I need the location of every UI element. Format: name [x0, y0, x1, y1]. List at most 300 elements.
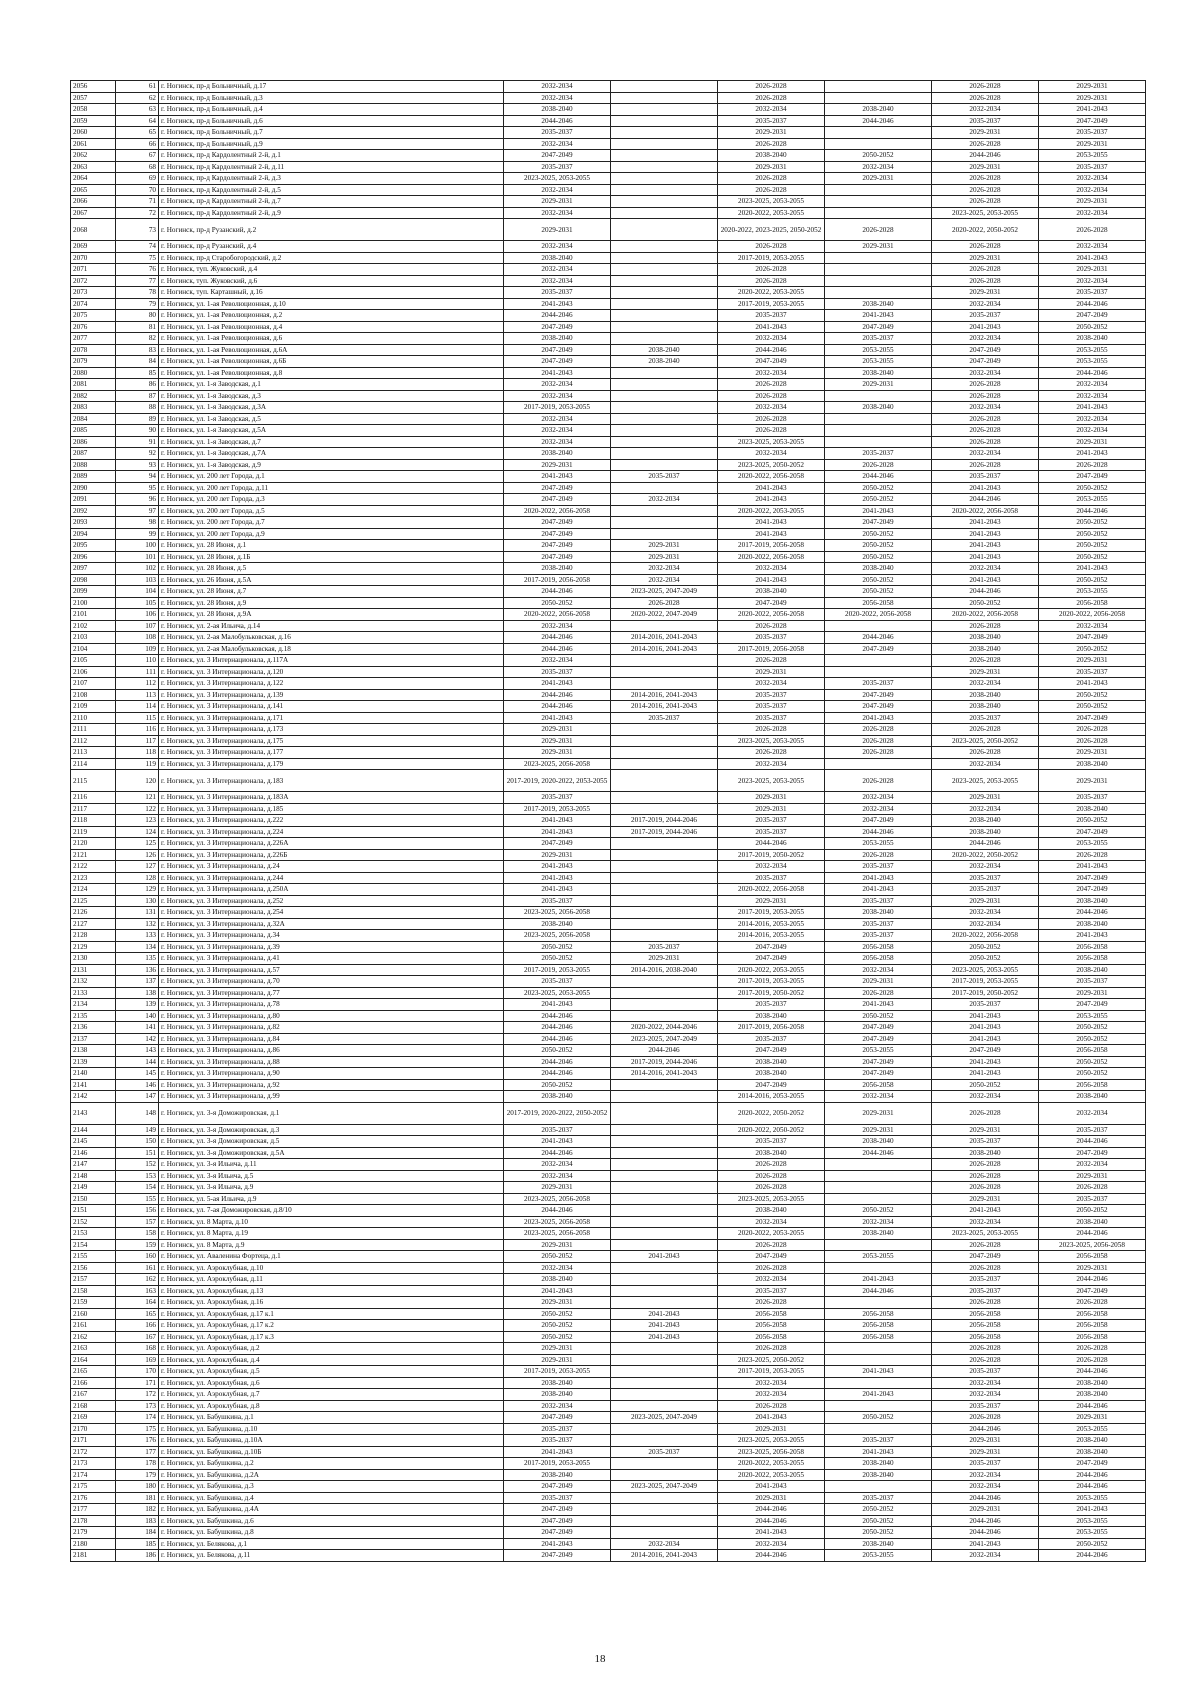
period-col-5-cell: 2038-2040: [932, 1147, 1039, 1159]
period-col-3-cell: 2017-2019, 2053-2055: [718, 298, 825, 310]
period-col-1-cell: 2035-2037: [504, 895, 611, 907]
table-row: [71, 1091, 1146, 1103]
period-col-2-cell: 2014-2016, 2038-2040: [611, 964, 718, 976]
period-col-2-cell: [611, 895, 718, 907]
period-col-3-cell: 2014-2016, 2053-2055: [718, 1091, 825, 1103]
period-col-6-cell: 2032-2034: [1039, 184, 1146, 196]
period-col-3-cell: 2056-2058: [718, 1331, 825, 1343]
item-number-cell: 89: [116, 413, 159, 425]
period-col-2-cell: [611, 482, 718, 494]
row-number-cell: 2139: [71, 1056, 116, 1068]
address-cell: г. Ногинск, пр-д Рузанский, д.2: [159, 219, 504, 241]
item-number-cell: 66: [116, 138, 159, 150]
period-col-3-cell: 2029-2031: [718, 127, 825, 139]
period-col-3-cell: 2044-2046: [718, 1504, 825, 1516]
period-col-1-cell: 2029-2031: [504, 747, 611, 759]
period-col-6-cell: 2050-2052: [1039, 551, 1146, 563]
table-row: [71, 1170, 1146, 1182]
table-row: [71, 976, 1146, 988]
period-col-5-cell: 2029-2031: [932, 161, 1039, 173]
period-col-6-cell: 2041-2043: [1039, 252, 1146, 264]
period-col-3-cell: 2032-2034: [718, 1216, 825, 1228]
address-cell: г. Ногинск, ул. 3 Интернационала, д.183А: [159, 792, 504, 804]
address-cell: г. Ногинск, ул. 200 лет Города, д.3: [159, 494, 504, 506]
period-col-5-cell: 2035-2037: [932, 115, 1039, 127]
row-number-cell: 2065: [71, 184, 116, 196]
row-number-cell: 2107: [71, 678, 116, 690]
row-number-cell: 2164: [71, 1354, 116, 1366]
period-col-1-cell: 2047-2049: [504, 551, 611, 563]
table-row: [71, 1308, 1146, 1320]
period-col-6-cell: 2029-2031: [1039, 138, 1146, 150]
period-col-6-cell: 2050-2052: [1039, 1033, 1146, 1045]
row-number-cell: 2067: [71, 207, 116, 219]
item-number-cell: 123: [116, 815, 159, 827]
item-number-cell: 167: [116, 1331, 159, 1343]
period-col-1-cell: 2017-2019, 2020-2022, 2053-2055: [504, 770, 611, 792]
item-number-cell: 184: [116, 1527, 159, 1539]
item-number-cell: 182: [116, 1504, 159, 1516]
period-col-6-cell: 2056-2058: [1039, 1308, 1146, 1320]
table-row: [71, 643, 1146, 655]
period-col-2-cell: 2032-2034: [611, 563, 718, 575]
item-number-cell: 142: [116, 1033, 159, 1045]
period-col-4-cell: 2029-2031: [825, 379, 932, 391]
table-row: [71, 987, 1146, 999]
table-row: [71, 1366, 1146, 1378]
period-col-1-cell: 2029-2031: [504, 1354, 611, 1366]
item-number-cell: 141: [116, 1022, 159, 1034]
table-row: [71, 390, 1146, 402]
period-col-1-cell: 2041-2043: [504, 298, 611, 310]
address-cell: г. Ногинск, ул. Аэроклубная, д.10: [159, 1262, 504, 1274]
period-col-5-cell: 2029-2031: [932, 1193, 1039, 1205]
period-col-6-cell: 2050-2052: [1039, 1538, 1146, 1550]
address-cell: г. Ногинск, ул. 1-я Заводская, д.5А: [159, 425, 504, 437]
period-col-5-cell: 2041-2043: [932, 540, 1039, 552]
table-row: [71, 735, 1146, 747]
item-number-cell: 127: [116, 861, 159, 873]
period-col-1-cell: 2050-2052: [504, 1251, 611, 1263]
period-col-1-cell: 2044-2046: [504, 1056, 611, 1068]
table-row: [71, 207, 1146, 219]
period-col-4-cell: [825, 287, 932, 299]
period-col-5-cell: 2044-2046: [932, 1527, 1039, 1539]
table-row: [71, 964, 1146, 976]
period-col-4-cell: 2026-2028: [825, 770, 932, 792]
period-col-1-cell: 2041-2043: [504, 1136, 611, 1148]
address-cell: г. Ногинск, ул. 1-ая Революционная, д.6Б: [159, 356, 504, 368]
item-number-cell: 72: [116, 207, 159, 219]
period-col-6-cell: 2029-2031: [1039, 770, 1146, 792]
period-col-5-cell: 2023-2025, 2053-2055: [932, 964, 1039, 976]
row-number-cell: 2090: [71, 482, 116, 494]
period-col-1-cell: 2017-2019, 2053-2055: [504, 803, 611, 815]
address-cell: г. Ногинск, ул. 3 Интернационала, д.177: [159, 747, 504, 759]
period-col-2-cell: [611, 1377, 718, 1389]
address-cell: г. Ногинск, ул. 3 Интернационала, д.250А: [159, 884, 504, 896]
item-number-cell: 93: [116, 459, 159, 471]
row-number-cell: 2060: [71, 127, 116, 139]
item-number-cell: 75: [116, 252, 159, 264]
period-col-4-cell: 2047-2049: [825, 517, 932, 529]
period-col-1-cell: 2044-2046: [504, 632, 611, 644]
item-number-cell: 104: [116, 586, 159, 598]
period-col-3-cell: 2041-2043: [718, 1481, 825, 1493]
period-col-5-cell: 2026-2028: [932, 1239, 1039, 1251]
row-number-cell: 2160: [71, 1308, 116, 1320]
period-col-4-cell: [825, 1193, 932, 1205]
period-col-3-cell: 2026-2028: [718, 425, 825, 437]
period-col-3-cell: 2026-2028: [718, 173, 825, 185]
period-col-2-cell: 2035-2037: [611, 712, 718, 724]
row-number-cell: 2075: [71, 310, 116, 322]
period-col-1-cell: 2044-2046: [504, 1205, 611, 1217]
period-col-4-cell: 2053-2055: [825, 1251, 932, 1263]
item-number-cell: 62: [116, 92, 159, 104]
address-cell: г. Ногинск, ул. Бабушкина, д.4А: [159, 1504, 504, 1516]
period-col-4-cell: 2026-2028: [825, 747, 932, 759]
period-col-5-cell: 2032-2034: [932, 563, 1039, 575]
table-row: [71, 1515, 1146, 1527]
period-col-2-cell: [611, 333, 718, 345]
period-col-6-cell: 2044-2046: [1039, 1550, 1146, 1562]
table-row: [71, 1435, 1146, 1447]
address-cell: г. Ногинск, ул. 3-я Ильича, д.5: [159, 1170, 504, 1182]
period-col-4-cell: 2041-2043: [825, 872, 932, 884]
item-number-cell: 76: [116, 264, 159, 276]
period-col-2-cell: [611, 425, 718, 437]
item-number-cell: 63: [116, 104, 159, 116]
period-col-3-cell: 2047-2049: [718, 597, 825, 609]
address-cell: г. Ногинск, ул. 1-я Заводская, д.5: [159, 413, 504, 425]
period-col-3-cell: 2014-2016, 2053-2055: [718, 930, 825, 942]
row-number-cell: 2130: [71, 953, 116, 965]
period-col-1-cell: 2038-2040: [504, 252, 611, 264]
period-col-5-cell: 2023-2025, 2053-2055: [932, 207, 1039, 219]
period-col-1-cell: 2047-2049: [504, 1481, 611, 1493]
period-col-1-cell: 2032-2034: [504, 275, 611, 287]
period-col-4-cell: 2047-2049: [825, 701, 932, 713]
period-col-1-cell: 2032-2034: [504, 379, 611, 391]
address-cell: г. Ногинск, ул. 3 Интернационала, д.244: [159, 872, 504, 884]
period-col-3-cell: 2032-2034: [718, 861, 825, 873]
period-col-5-cell: 2029-2031: [932, 666, 1039, 678]
period-col-6-cell: 2038-2040: [1039, 1216, 1146, 1228]
address-cell: г. Ногинск, пр-д Кардолентный 2-й, д.9: [159, 207, 504, 219]
period-col-6-cell: 2047-2049: [1039, 632, 1146, 644]
period-col-2-cell: [611, 976, 718, 988]
period-col-2-cell: [611, 849, 718, 861]
address-cell: г. Ногинск, ул. 3 Интернационала, д.171: [159, 712, 504, 724]
address-cell: г. Ногинск, ул. Бабушкина, д.6: [159, 1515, 504, 1527]
row-number-cell: 2141: [71, 1079, 116, 1091]
period-col-5-cell: 2032-2034: [932, 678, 1039, 690]
period-col-2-cell: 2020-2022, 2047-2049: [611, 609, 718, 621]
period-col-6-cell: 2029-2031: [1039, 81, 1146, 93]
period-col-1-cell: 2029-2031: [504, 219, 611, 241]
period-col-5-cell: 2023-2025, 2050-2052: [932, 735, 1039, 747]
period-col-4-cell: 2026-2028: [825, 724, 932, 736]
item-number-cell: 133: [116, 930, 159, 942]
item-number-cell: 153: [116, 1170, 159, 1182]
period-col-6-cell: 2053-2055: [1039, 1423, 1146, 1435]
period-col-1-cell: 2044-2046: [504, 1033, 611, 1045]
table-row: [71, 505, 1146, 517]
period-col-6-cell: 2050-2052: [1039, 1068, 1146, 1080]
row-number-cell: 2109: [71, 701, 116, 713]
period-col-6-cell: 2032-2034: [1039, 173, 1146, 185]
period-col-3-cell: 2041-2043: [718, 494, 825, 506]
row-number-cell: 2156: [71, 1262, 116, 1274]
period-col-5-cell: 2041-2043: [932, 551, 1039, 563]
address-cell: г. Ногинск, ул. 3 Интернационала, д.99: [159, 1091, 504, 1103]
period-col-3-cell: 2029-2031: [718, 803, 825, 815]
address-cell: г. Ногинск, ул. 28 Июня, д.1Б: [159, 551, 504, 563]
period-col-1-cell: 2041-2043: [504, 1538, 611, 1550]
row-number-cell: 2093: [71, 517, 116, 529]
address-cell: г. Ногинск, ул. Аэроклубная, д.13: [159, 1285, 504, 1297]
table-row: [71, 1320, 1146, 1332]
table-row: [71, 275, 1146, 287]
period-col-3-cell: 2038-2040: [718, 1010, 825, 1022]
period-col-2-cell: [611, 655, 718, 667]
period-col-4-cell: 2026-2028: [825, 219, 932, 241]
period-col-2-cell: 2023-2025, 2047-2049: [611, 586, 718, 598]
period-col-3-cell: 2032-2034: [718, 563, 825, 575]
address-cell: г. Ногинск, ул. 3 Интернационала, д.222: [159, 815, 504, 827]
period-col-1-cell: 2044-2046: [504, 310, 611, 322]
table-row: [71, 1262, 1146, 1274]
period-col-4-cell: 2050-2052: [825, 494, 932, 506]
address-cell: г. Ногинск, ул. 3 Интернационала, д.254: [159, 907, 504, 919]
period-col-6-cell: 2050-2052: [1039, 528, 1146, 540]
period-col-3-cell: 2026-2028: [718, 241, 825, 253]
table-row: [71, 310, 1146, 322]
item-number-cell: 99: [116, 528, 159, 540]
period-col-4-cell: 2038-2040: [825, 1228, 932, 1240]
item-number-cell: 71: [116, 196, 159, 208]
period-col-4-cell: 2038-2040: [825, 1136, 932, 1148]
period-col-6-cell: 2044-2046: [1039, 505, 1146, 517]
period-col-2-cell: 2044-2046: [611, 1045, 718, 1057]
period-col-4-cell: 2056-2058: [825, 1331, 932, 1343]
period-col-6-cell: 2029-2031: [1039, 1170, 1146, 1182]
table-row: [71, 115, 1146, 127]
row-number-cell: 2137: [71, 1033, 116, 1045]
period-col-1-cell: 2038-2040: [504, 1091, 611, 1103]
period-col-1-cell: 2020-2022, 2056-2058: [504, 505, 611, 517]
period-col-6-cell: 2035-2037: [1039, 1193, 1146, 1205]
period-col-4-cell: 2050-2052: [825, 1515, 932, 1527]
period-col-6-cell: 2032-2034: [1039, 275, 1146, 287]
period-col-1-cell: 2032-2034: [504, 241, 611, 253]
period-col-1-cell: 2041-2043: [504, 1446, 611, 1458]
period-col-6-cell: 2050-2052: [1039, 815, 1146, 827]
table-row: [71, 701, 1146, 713]
table-row: [71, 1205, 1146, 1217]
address-cell: г. Ногинск, ул. 3 Интернационала, д.173: [159, 724, 504, 736]
row-number-cell: 2148: [71, 1170, 116, 1182]
item-number-cell: 82: [116, 333, 159, 345]
period-col-6-cell: 2056-2058: [1039, 1331, 1146, 1343]
period-col-6-cell: 2053-2055: [1039, 344, 1146, 356]
table-row: [71, 379, 1146, 391]
period-col-6-cell: 2035-2037: [1039, 1124, 1146, 1136]
period-col-6-cell: 2050-2052: [1039, 1205, 1146, 1217]
period-col-4-cell: 2035-2037: [825, 930, 932, 942]
address-cell: г. Ногинск, ул. 28 Июня, д.5: [159, 563, 504, 575]
period-col-5-cell: 2026-2028: [932, 436, 1039, 448]
row-number-cell: 2152: [71, 1216, 116, 1228]
item-number-cell: 87: [116, 390, 159, 402]
period-col-4-cell: 2026-2028: [825, 735, 932, 747]
item-number-cell: 136: [116, 964, 159, 976]
period-col-5-cell: 2032-2034: [932, 1481, 1039, 1493]
period-col-6-cell: 2047-2049: [1039, 115, 1146, 127]
address-cell: г. Ногинск, пр-д Больничный, д.17: [159, 81, 504, 93]
row-number-cell: 2113: [71, 747, 116, 759]
address-cell: г. Ногинск, ул. Аэроклубная, д.4: [159, 1354, 504, 1366]
period-col-3-cell: 2026-2028: [718, 1400, 825, 1412]
period-col-2-cell: [611, 1124, 718, 1136]
address-cell: г. Ногинск, ул. 3 Интернационала, д.41: [159, 953, 504, 965]
period-col-6-cell: 2032-2034: [1039, 1102, 1146, 1124]
period-col-3-cell: 2035-2037: [718, 1136, 825, 1148]
period-col-6-cell: 2032-2034: [1039, 425, 1146, 437]
period-col-2-cell: 2014-2016, 2041-2043: [611, 643, 718, 655]
period-col-4-cell: 2050-2052: [825, 1010, 932, 1022]
period-col-1-cell: 2032-2034: [504, 1159, 611, 1171]
address-cell: г. Ногинск, пр-д Старобогородский, д.2: [159, 252, 504, 264]
period-col-2-cell: 2029-2031: [611, 953, 718, 965]
period-col-2-cell: [611, 1285, 718, 1297]
address-cell: г. Ногинск, ул. 1-я Заводская, д.3: [159, 390, 504, 402]
item-number-cell: 171: [116, 1377, 159, 1389]
table-row: [71, 1193, 1146, 1205]
period-col-2-cell: [611, 1079, 718, 1091]
period-col-6-cell: 2026-2028: [1039, 735, 1146, 747]
address-cell: г. Ногинск, ул. 3 Интернационала, д.92: [159, 1079, 504, 1091]
period-col-5-cell: 2020-2022, 2056-2058: [932, 930, 1039, 942]
period-col-5-cell: 2032-2034: [932, 104, 1039, 116]
table-row: [71, 563, 1146, 575]
address-cell: г. Ногинск, ул. Аэроклубная, д.2: [159, 1343, 504, 1355]
item-number-cell: 160: [116, 1251, 159, 1263]
row-number-cell: 2147: [71, 1159, 116, 1171]
period-col-1-cell: 2017-2019, 2053-2055: [504, 1366, 611, 1378]
period-col-3-cell: 2026-2028: [718, 138, 825, 150]
period-col-3-cell: 2041-2043: [718, 528, 825, 540]
period-col-3-cell: 2038-2040: [718, 150, 825, 162]
item-number-cell: 100: [116, 540, 159, 552]
period-col-5-cell: 2035-2037: [932, 884, 1039, 896]
period-col-2-cell: [611, 1170, 718, 1182]
table-row: [71, 173, 1146, 185]
item-number-cell: 108: [116, 632, 159, 644]
period-col-6-cell: 2038-2040: [1039, 1091, 1146, 1103]
address-cell: г. Ногинск, ул. 1-я Заводская, д.7А: [159, 448, 504, 460]
table-row: [71, 1274, 1146, 1286]
row-number-cell: 2087: [71, 448, 116, 460]
address-cell: г. Ногинск, ул. 3 Интернационала, д.32А: [159, 918, 504, 930]
period-col-2-cell: 2023-2025, 2047-2049: [611, 1033, 718, 1045]
item-number-cell: 166: [116, 1320, 159, 1332]
item-number-cell: 84: [116, 356, 159, 368]
period-col-4-cell: 2056-2058: [825, 597, 932, 609]
period-col-2-cell: [611, 678, 718, 690]
period-col-4-cell: 2053-2055: [825, 344, 932, 356]
period-col-6-cell: 2053-2055: [1039, 1527, 1146, 1539]
item-number-cell: 148: [116, 1102, 159, 1124]
address-cell: г. Ногинск, ул. 3 Интернационала, д.141: [159, 701, 504, 713]
row-number-cell: 2095: [71, 540, 116, 552]
period-col-3-cell: 2041-2043: [718, 1412, 825, 1424]
period-col-6-cell: 2038-2040: [1039, 758, 1146, 770]
period-col-1-cell: 2032-2034: [504, 655, 611, 667]
period-col-5-cell: 2035-2037: [932, 1366, 1039, 1378]
period-col-4-cell: 2050-2052: [825, 1205, 932, 1217]
item-number-cell: 152: [116, 1159, 159, 1171]
period-col-5-cell: 2041-2043: [932, 321, 1039, 333]
period-col-5-cell: 2032-2034: [932, 367, 1039, 379]
row-number-cell: 2161: [71, 1320, 116, 1332]
period-col-6-cell: 2032-2034: [1039, 1159, 1146, 1171]
period-col-2-cell: [611, 115, 718, 127]
table-row: [71, 712, 1146, 724]
period-col-6-cell: 2044-2046: [1039, 1274, 1146, 1286]
period-col-5-cell: 2035-2037: [932, 999, 1039, 1011]
period-col-2-cell: 2023-2025, 2047-2049: [611, 1481, 718, 1493]
period-col-4-cell: 2029-2031: [825, 1124, 932, 1136]
period-col-3-cell: 2041-2043: [718, 1527, 825, 1539]
period-col-3-cell: 2035-2037: [718, 826, 825, 838]
table-row: [71, 872, 1146, 884]
row-number-cell: 2180: [71, 1538, 116, 1550]
period-col-5-cell: 2038-2040: [932, 632, 1039, 644]
period-col-1-cell: 2044-2046: [504, 689, 611, 701]
row-number-cell: 2096: [71, 551, 116, 563]
address-cell: г. Ногинск, ул. 2-ая Ильича, д.14: [159, 620, 504, 632]
period-col-2-cell: [611, 770, 718, 792]
period-col-5-cell: 2047-2049: [932, 356, 1039, 368]
period-col-3-cell: 2014-2016, 2053-2055: [718, 918, 825, 930]
period-col-2-cell: [611, 1262, 718, 1274]
address-cell: г. Ногинск, ул. 5-ая Ильича, д.9: [159, 1193, 504, 1205]
period-col-4-cell: 2038-2040: [825, 1469, 932, 1481]
item-number-cell: 102: [116, 563, 159, 575]
table-row: [71, 551, 1146, 563]
period-col-4-cell: [825, 1343, 932, 1355]
item-number-cell: 169: [116, 1354, 159, 1366]
row-number-cell: 2072: [71, 275, 116, 287]
period-col-6-cell: 2026-2028: [1039, 724, 1146, 736]
period-col-2-cell: [611, 758, 718, 770]
period-col-4-cell: [825, 81, 932, 93]
period-col-6-cell: 2053-2055: [1039, 838, 1146, 850]
item-number-cell: 120: [116, 770, 159, 792]
item-number-cell: 137: [116, 976, 159, 988]
period-col-2-cell: [611, 1228, 718, 1240]
address-cell: г. Ногинск, ул. 26 Июня, д.5А: [159, 574, 504, 586]
period-col-4-cell: [825, 1377, 932, 1389]
period-col-5-cell: 2038-2040: [932, 689, 1039, 701]
table-row: [71, 161, 1146, 173]
period-col-5-cell: 2026-2028: [932, 459, 1039, 471]
period-col-3-cell: 2026-2028: [718, 1239, 825, 1251]
period-col-2-cell: [611, 321, 718, 333]
table-row: [71, 953, 1146, 965]
